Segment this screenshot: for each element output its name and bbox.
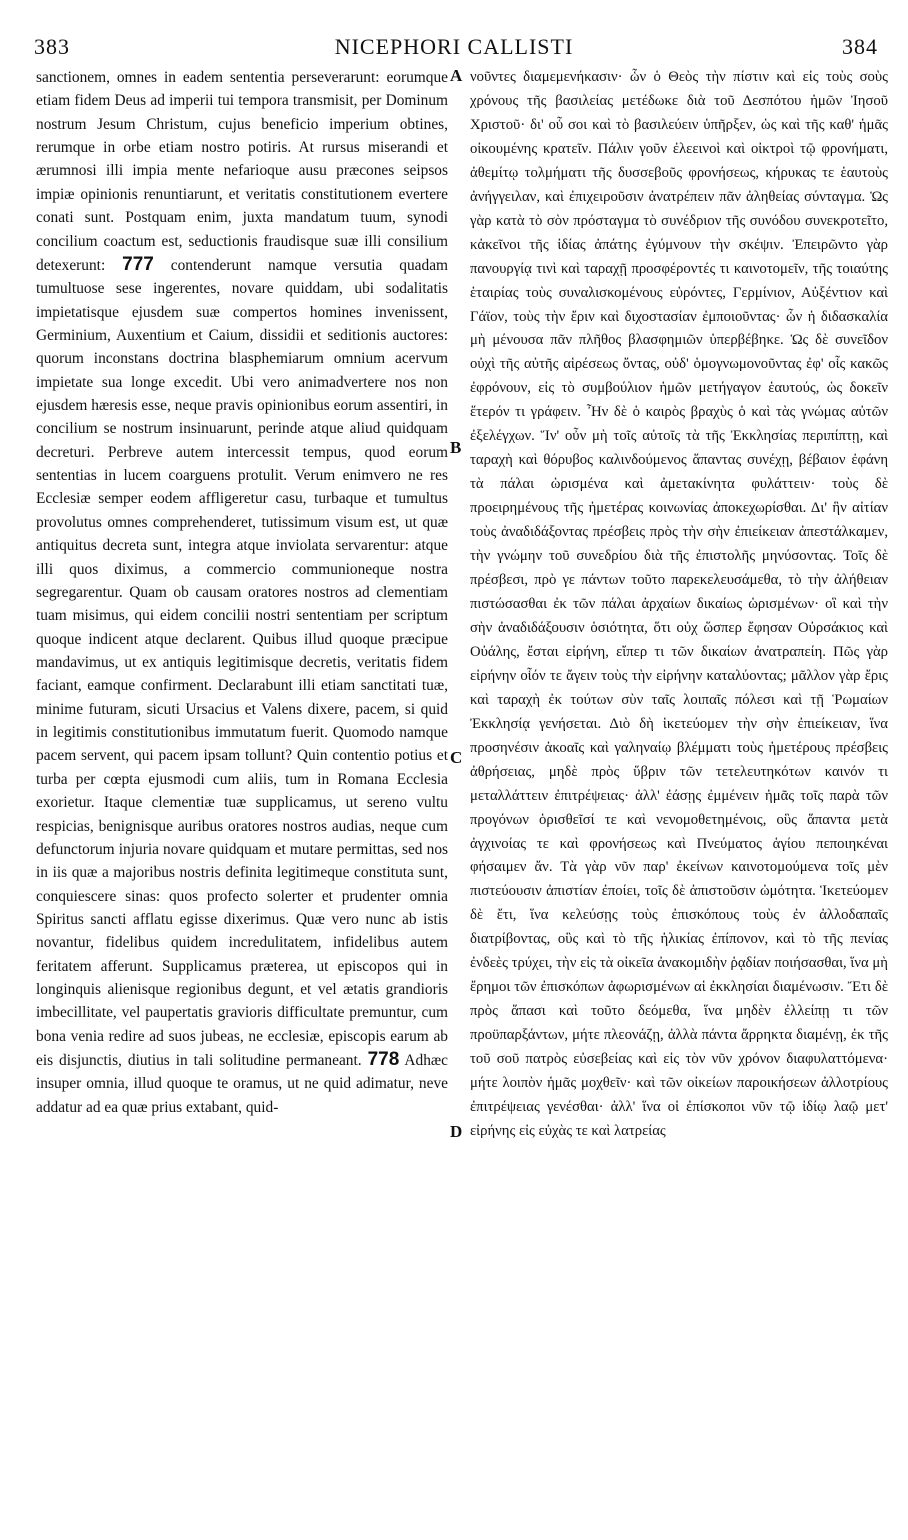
page-number-right: 384 <box>842 34 878 59</box>
greek-column <box>470 66 888 1144</box>
margin-letter-c: C <box>450 748 463 767</box>
latin-text-part-3: Adhæc insuper omnia, illud quoque te oramus, ut ne quid adimatur, neve addatur ad ea quæ prius extabant, quid- <box>36 1052 448 1116</box>
margin-letter-d: D <box>450 1122 463 1141</box>
greek-text: νοῦντες διαμεμενήκασιν· ὧν ὁ Θεὸς τὴν πίστιν καὶ εἰς τοὺς σοὺς χρόνους τῆς βασιλείας μετέδωκε διὰ τοῦ Δεσπότου ἡμῶν Ἰησοῦ Χριστοῦ· δι' οὗ σοι καὶ τὸ βασιλεύειν ὑπῆρξεν, ὡς καὶ τῆς καθ' ἡμᾶς οἰκουμένης κρατεῖν. Πάλιν γοῦν ἐλεεινοὶ καὶ οἰκτροὶ τῷ φρονήματι, ἀθεμίτῳ τολμήματι τῆς δυσσεβοῦς φρονήσεως, κήρυκας τε ἑαυτοὺς ἀνήγγειλαν, καὶ ἐπιχειροῦσιν ἀνατρέπειν πᾶν ἀληθείας σύνταγμα. Ὡς γὰρ κατὰ τὸ σὸν πρόσταγμα τὸ συνέδριον τῆς συνόδου συνεκροτεῖτο, κἀκεῖνοι τῆς ἰδίας ἀπάτης ἐγύμνουν τὴν σκέψιν. Ἐπειρῶντο γὰρ πανουργίᾳ τινὶ καὶ ταραχῇ προσφέροντές τι καινοτομεῖν, τῆς τοιαύτης ἑταιρίας τοὺς συναλισκομένους εὑρόντες, Γερμίνιον, Αὐξέντιον καὶ Γάϊον, τοὺς τὴν ἔριν καὶ διχοστασίαν ἐμποιοῦντας· ὧν ἡ διδασκαλία μὴ μένουσα πᾶν πλῆθος βλασφημιῶν ὑπερβέβηκε. Ὡς δὲ συνεῖδον οὐχὶ τῆς αὐτῆς αἱρέσεως ὄντας, οὐδ' ὁμογνωμονοῦντας ἐφ' οἷς κακῶς ἐφρόνουν, εἰς τὸ συμβούλιον ἡμῶν μετήγαγον ἑαυτούς, ὡς δοκεῖν ἕτερόν τι γράφειν. Ἦν δὲ ὁ καιρὸς βραχὺς ὁ καὶ τὰς γνώμας αὐτῶν ἐξελέγχων. Ἵν' οὖν μὴ τοῖς αὐτοῖς τὰ τῆς Ἐκκλησίας περιπίπτῃ, καὶ ταραχὴ καὶ θόρυβος καλινδούμενος ἅπαντας συνέχῃ, βέβαιον ἐφάνη τὰ πάλαι ὡρισμένα καὶ ἀμετακίνητα φυλάττειν· τοὺς δὲ προειρημένους τῆς ἡμετέρας κοινωνίας ἀποκεχωρίσθαι. Δι' ἣν αἰτίαν τοὺς ἀναδιδάξοντας πρέσβεις πρὸς τὴν σὴν ἐπιείκειαν ἀπεστάλκαμεν, τὴν γνώμην τοῦ συνεδρίου διὰ τῆς ἐπιστολῆς μηνύσοντας. Τοῖς δὲ πρέσβεσι, πρὸ γε πάντων τοῦτο παρεκελευσάμεθα, τὸ τὴν ἀλήθειαν πιστώσασθαι ἐκ τῶν πάλαι ἀρχαίων δικαίως ὡρισμένων· οἳ καὶ τὴν σὴν ἀναδιδάξουσιν ὁσιότητα, ὅτι οὐχ ὥσπερ ἔφησαν Οὐρσάκιος καὶ Οὐάλης, ἔσται εἰρήνη, εἴπερ τι τῶν δικαίων ἀνατραπείη. Πῶς γὰρ εἰρήνην οἷόν τε ἄγειν τοὺς τὴν εἰρήνην καταλύοντας; μᾶλλον γὰρ ἔρις καὶ ταραχὴ ἐκ τούτων σὺν ταῖς λοιπαῖς πόλεσι καὶ τῇ Ῥωμαίων Ἐκκλησίᾳ γενήσεται. Διὸ δὴ ἱκετεύομεν τὴν σὴν ἐπιείκειαν, ἵνα προσηνέσιν ἀκοαῖς καὶ γαληναίῳ βλέμματι τοὺς ἡμετέρους πρέσβεις ἀθρήσειας, μηδὲ πρὸς ὕβριν τῶν τετελευτηκότων καινόν τι μεταλλάττειν ἐπιτρέψειας· ἀλλ' ἐάσῃς ἐμμένειν ἡμᾶς τοῖς παρὰ τῶν προγόνων ὁρισθεῖσί τε καὶ νενομοθετημένοις, οὓς ἅπαντα μετὰ ἀγχινοίας τε καὶ φρονήσεως καὶ Πνεύματος ἁγίου πεποιηκέναι φήσαιμεν ἄν. Τὰ γὰρ νῦν παρ' ἐκείνων καινοτομούμενα τοῖς μὲν πιστεύουσιν ἀπιστίαν ἐποίει, τοῖς δὲ ἀπιστοῦσιν ὠμότητα. Ἱκετεύομεν δὲ ἔτι, ἵνα κελεύσῃς τοὺς ἐπισκόπους τοὺς ἐν ἀλλοδαπαῖς διατρίβοντας, οὓς καὶ τὸ τῆς ἡλικίας ἐπίπονον, καὶ τὸ τῆς πενίας ἐνδεὲς τρύχει, τὴν εἰς τὰ οἰκεῖα ἀνακομιδὴν ῥᾳδίαν ποιήσασθαι, ἵνα μὴ ἔρημοι τῶν ἐπισκόπων ἀφωρισμένων αἱ ἐκκλησίαι διαμένωσιν. Ἔτι δὲ πρὸς ἅπασι καὶ τοῦτο δεόμεθα, ἵνα μηδὲν ἐλλείπῃ τι τῶν προϋπαρξάντων, μήτε πλεονάζῃ, ἀλλὰ πάντα ἄρρηκτα διαμένῃ, ἐκ τῆς τοῦ σοῦ πατρὸς εὐσεβείας καὶ εἰς τὸν νῦν χρόνον διαφυλαττόμενα· μήτε λοιπὸν ἡμᾶς μοχθεῖν· καὶ τῶν οἰκείων παροικήσεων ἀλλοτρίους ἐπιτρέψειας γενέσθαι· ἀλλ' ἵνα οἱ ἐπίσκοποι νῦν τῷ ἰδίῳ λαῷ μετ' εἰρήνης εἰς εὐχὰς τε καὶ λατρείας <box>470 69 888 1139</box>
margin-letter-b: B <box>450 438 462 457</box>
margin-letter-a: A <box>450 66 463 85</box>
running-header <box>28 34 880 62</box>
latin-text-part-2: contenderunt namque versutia quadam tumultuose sese ingerentes, novare quiddam, ubi sodalitatis impietatisque ejusdem suæ compertos homines invenissent, Germinium, Auxentium et Caium, dissidii et seditionis auctores: quorum inconstans doctrina blasphemiarum omnium acervum impietate sua longe excedit. Ubi vero animadvertere nos non ejusdem hæresis esse, neque pravis opinionibus eorum assentiri, in concilium se nostrum insinuarunt, perinde atque aliud quidquam decreturi. Perbreve autem intercessit tempus, quod eorum sententias in lucem coarguens protulit. Verum enimvero ne res Ecclesiæ semper eodem affligeretur casu, turbaque et tumultus provolutus omnes comprehenderet, tutissimum visum est, ut quæ antiquitus decreta sunt, integra atque inviolata servarentur: atque illi quos diximus, a commercio communioneque nostra segregarentur. Quam ob causam oratores nostros ad clementiam tuam misimus, qui eidem concilii nostri sententiam per scriptum quoque indicent atque declarent. Quibus illud quoque præcipue mandavimus, ut ex antiquis legitimisque decretis, veritatis fidem faciant, eamque confirment. Declarabunt illi etiam sanctitati tuæ, minime futuram, sicuti Ursacius et Valens dixere, pacem, si quid in legitimis constitutionibus immutatum fuerit. Quomodo namque pacem servent, qui pacem ipsam tollunt? Quin contentio potius et turba per cœpta ejusmodi cum aliis, tum in Romana Ecclesia exorietur. Itaque clementiæ tuæ supplicamus, ut sereno vultu respicias, benignisque auribus oratores nostros audias, neque cum defunctorum injuria novare quidquam et mutare permittas, sed nos in iis quæ a majoribus nostris definita legitimeque constituta sunt, conquiescere sinas: quos profecto solerter et prudenter omnia Spiritus sancti afflatu egisse dixerimus. Quæ vero nunc ab istis novantur, fidelibus quidem incredulitatem, infidelibus autem feritatem afferunt. Supplicamus præterea, ut episcopos qui in longinquis alienisque regionibus degunt, et vel ætatis grandioris imbecillitate, vel paupertatis gravioris difficultate premuntur, cum bona venia redire ad suos jubeas, ne ecclesiæ, episcopis earum ab eis disjunctis, diutius in tali solitudine permaneant. <box>36 256 449 1070</box>
column-number-778: 778 <box>367 1049 400 1071</box>
latin-text-part-1: sanctionem, omnes in eadem sententia perseverarunt: eorumque etiam fidem Deus ad imperii tui tempora transmisit, per Dominum nostrum Jesum Christum, cujus beneficio imperium obtines, rerumque in orbe etiam nostro potiris. At rursus miserandi et ærumnosi illi impia mente nefarioque ausu præcones seipsos impiæ opinionis renuntiarunt, et veritatis constitutionem evertere conati sunt. Postquam enim, juxta mandatum tuum, synodi concilium coactum est, seductionis fraudisque suæ illi consilium detexerunt: <box>36 69 448 274</box>
running-title: NICEPHORI CALLISTI <box>334 34 574 59</box>
latin-paragraph <box>36 66 448 1119</box>
page-number-left: 383 <box>34 34 70 59</box>
column-number-777: 777 <box>122 253 154 275</box>
latin-column <box>36 66 448 1119</box>
